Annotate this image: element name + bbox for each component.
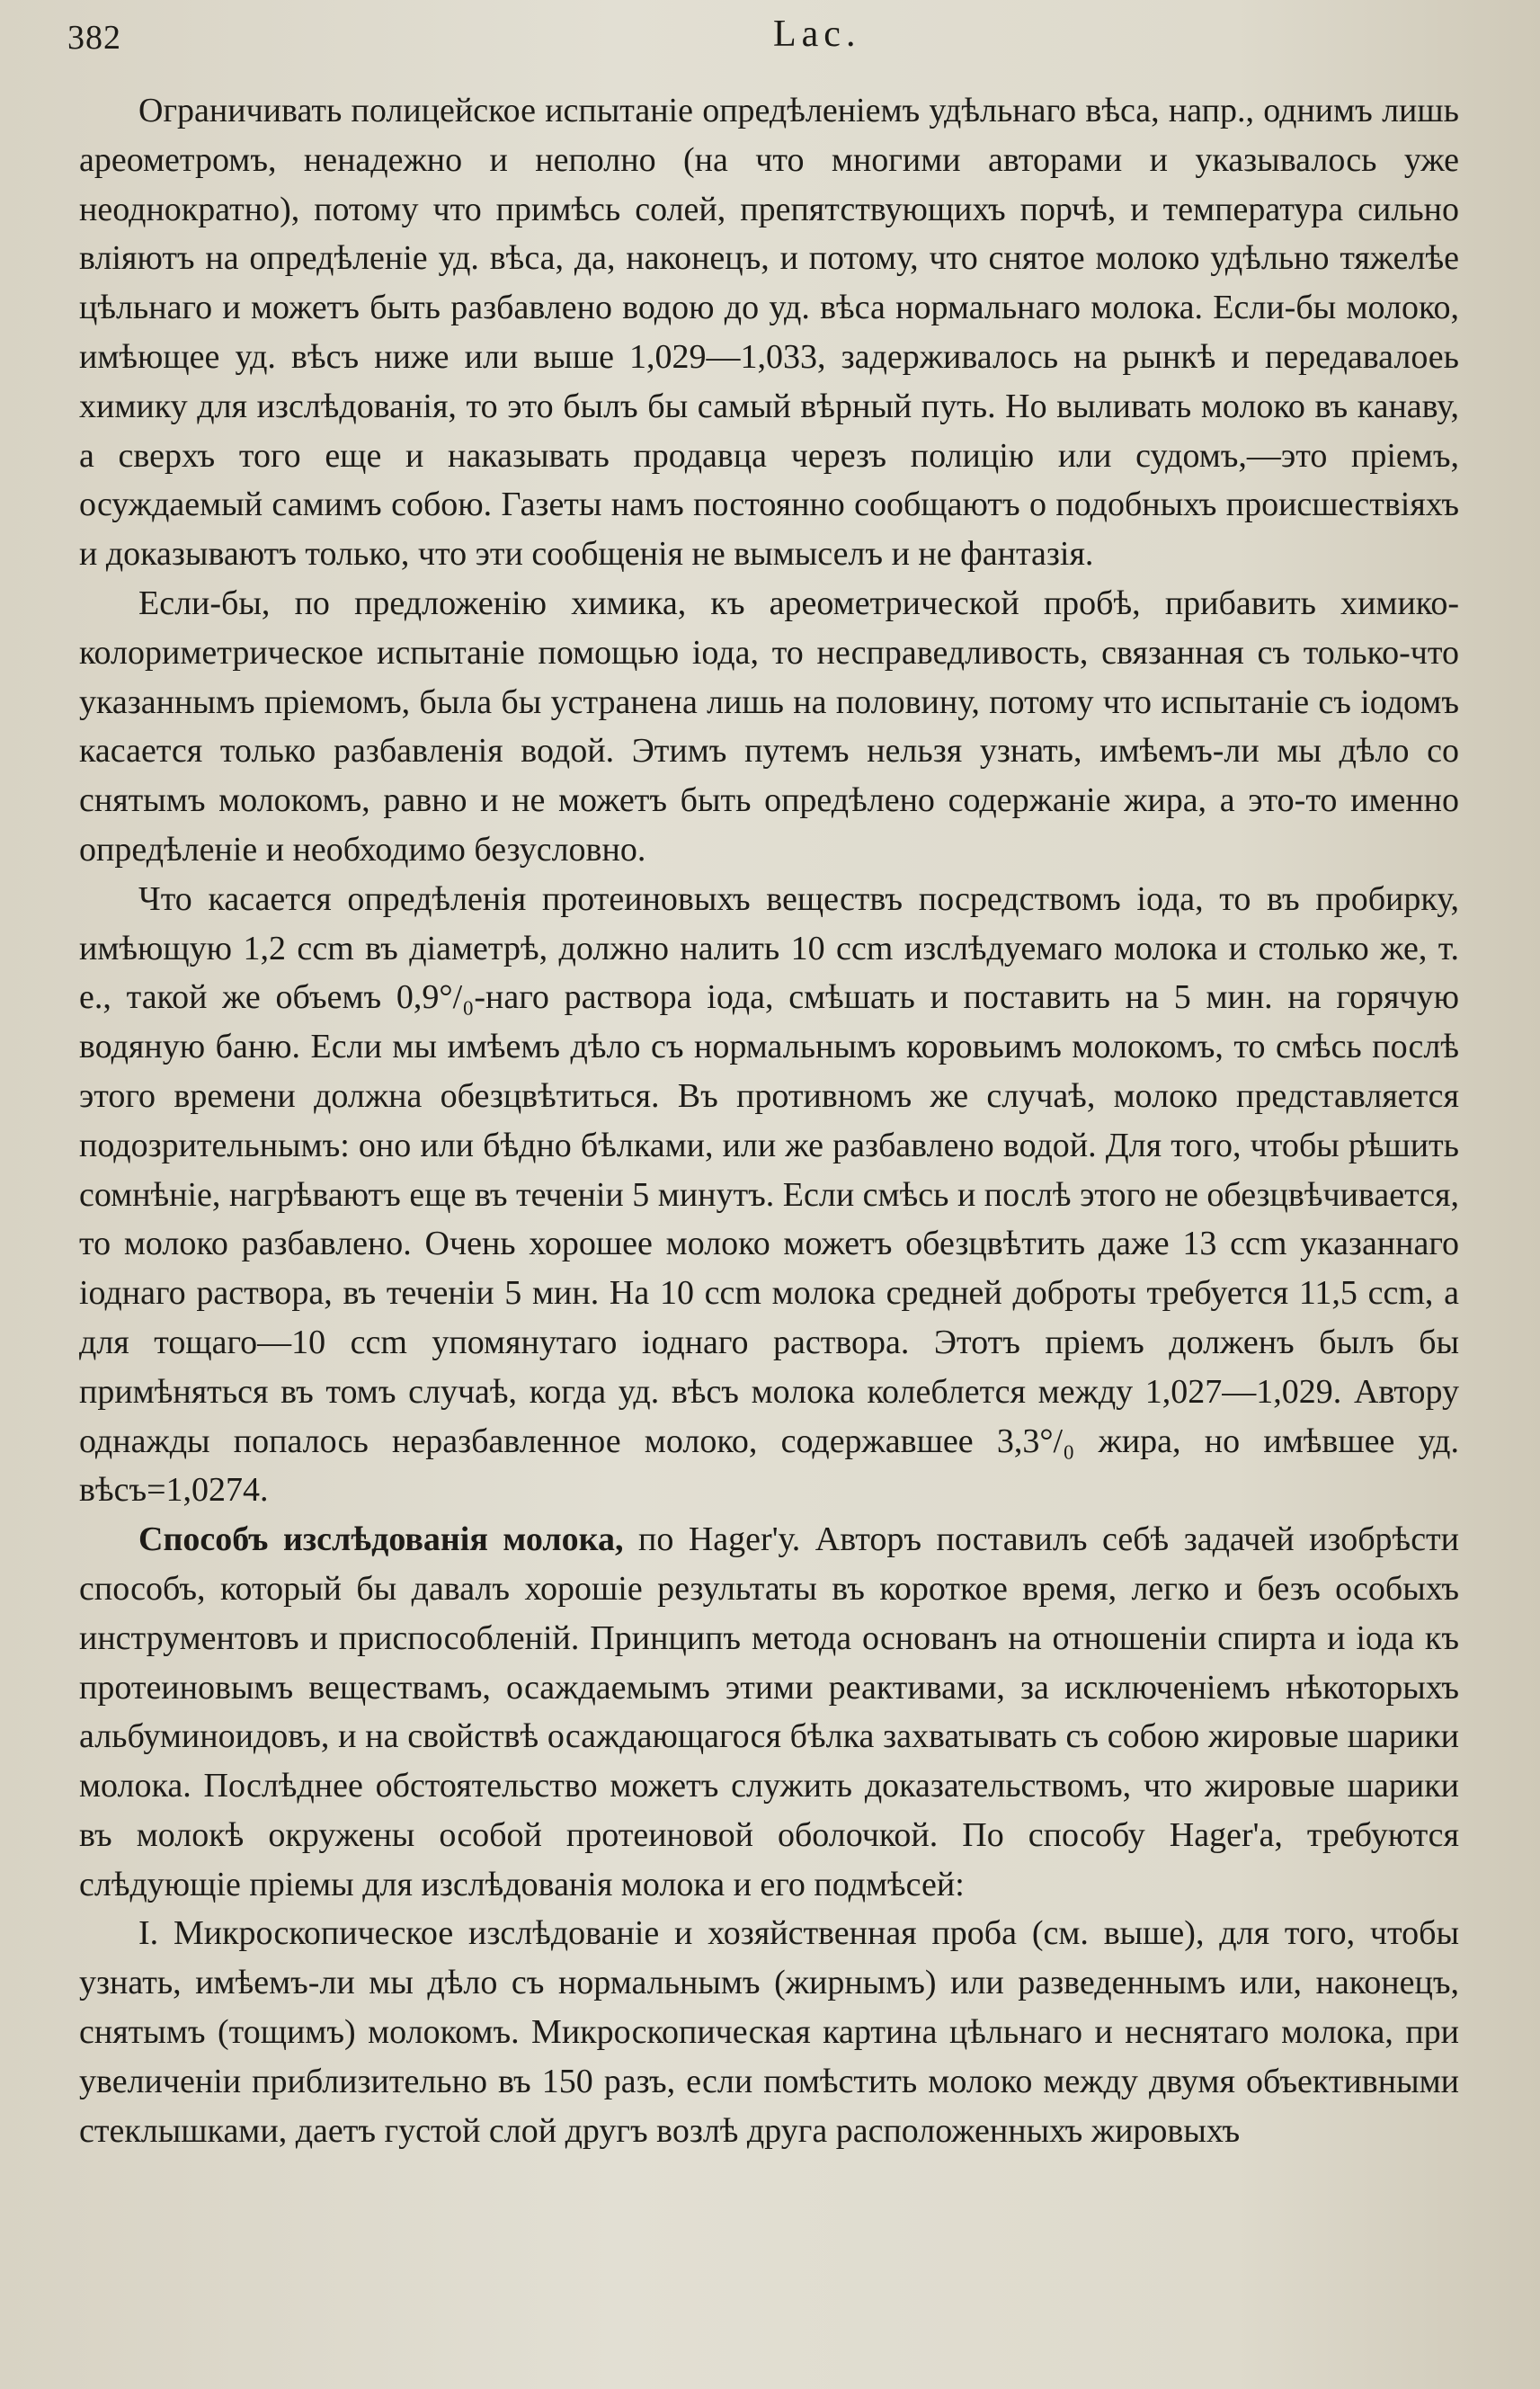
- paragraph-police-testing: Ограничивать полицейское испытаніе опредѣленіемъ удѣльнаго вѣса, напр., однимъ лишь ареометромъ, ненадежно и неполно (на что многими авторами и указывалось уже неоднократно), потому что примѣсь солей, препятствующихъ порчѣ, и температура сильно вліяютъ на опредѣленіе уд. вѣса, да, наконецъ, и потому, что снятое молоко удѣльно тяжелѣе цѣльнаго и можетъ быть разбавлено водою до уд. вѣса нормальнаго молока. Если-бы молоко, имѣющее уд. вѣсъ ниже или выше 1,029—1,033, задерживалось на рынкѣ и передавалоеь химику для изслѣдованія, то это былъ бы самый вѣрный путь. Но выливать молоко въ канаву, а сверхъ того еще и наказывать продавца черезъ полицію или судомъ,—это пріемъ, осуждаемый самимъ собою. Газеты намъ постоянно сообщаютъ о подобныхъ происшествіяхъ и доказываютъ только, что эти сообщенія не вымыселъ и не фантазія.: [79, 92, 1459, 574]
- running-head: [67, 9, 1468, 63]
- paragraph-hager-method-text: по Hager'у. Авторъ поставилъ себѣ задачей изобрѣсти способъ, который бы давалъ хорошіе результаты въ короткое время, легко и безъ особыхъ инструментовъ и приспособленій. Принципъ метода основанъ на отношеніи спирта и іода къ протеиновымъ веществамъ, осаждаемымъ этими реактивами, за исключеніемъ нѣкоторыхъ альбуминоидовъ, и на свойствѣ осаждающагося бѣлка захватывать съ собою жировые шарики молока. Послѣднее обстоятельство можетъ служить доказательствомъ, что жировые шарики въ молокѣ окружены особой протеиновой оболочкой. По способу Hager'а, требуются слѣдующіе пріемы для изслѣдованія молока и его подмѣсей:: [79, 1520, 1459, 1903]
- paragraph-microscopic-examination: I. Микроскопическое изслѣдованіе и хозяйственная проба (см. выше), для того, чтобы узнать, имѣемъ-ли мы дѣло съ нормальнымъ (жирнымъ) или разведеннымъ или, наконецъ, снятымъ (тощимъ) молокомъ. Микроскопическая картина цѣльнаго и неснятаго молока, при увеличеніи приблизительно въ 150 разъ, если помѣстить молоко между двумя объективными стеклышками, даетъ густой слой другъ возлѣ друга расположенныхъ жировыхъ: [79, 1914, 1459, 2150]
- body-text: [79, 86, 1459, 2155]
- page-number: 382: [67, 19, 121, 57]
- section-heading: Способъ изслѣдованія молока,: [138, 1520, 624, 1559]
- paragraph-hager-method: [79, 1515, 1459, 1909]
- running-title: Lac.: [773, 13, 861, 55]
- paragraph-iodine-colorimetric: Если-бы, по предложенію химика, къ ареометрической пробѣ, прибавить химико-колориметрическое испытаніе помощью іода, то несправедливость, связанная съ только-что указаннымъ пріемомъ, была бы устранена лишь на половину, потому что испытаніе съ іодомъ касается только разбавленія водой. Этимъ путемъ нельзя узнать, имѣемъ-ли мы дѣло со снятымъ молокомъ, равно и не можетъ быть опредѣлено содержаніе жира, а это-то именно опредѣленіе и необходимо безусловно.: [79, 584, 1459, 869]
- paragraph-protein-determination: Что касается опредѣленія протеиновыхъ веществъ посредствомъ іода, то въ пробирку, имѣющую 1,2 ccm въ діаметрѣ, должно налить 10 ccm изслѣдуемаго молока и столько же, т. е., такой же объемъ 0,9°/₀-наго раствора іода, смѣшать и поставить на 5 мин. на горячую водяную баню. Если мы имѣемъ дѣло съ нормальнымъ коровьимъ молокомъ, то смѣсь послѣ этого времени должна обезцвѣтиться. Въ противномъ же случаѣ, молоко представляется подозрительнымъ: оно или бѣдно бѣлками, или же разбавлено водой. Для того, чтобы рѣшить сомнѣніе, нагрѣваютъ еще въ теченіи 5 минутъ. Если смѣсь и послѣ этого не обезцвѣчивается, то молоко разбавлено. Очень хорошее молоко можетъ обезцвѣтить даже 13 ccm указаннаго іоднаго раствора, въ теченіи 5 мин. На 10 ccm молока средней доброты требуется 11,5 ccm, а для тощаго—10 ccm упомянутаго іоднаго раствора. Этотъ пріемъ долженъ былъ бы примѣняться въ томъ случаѣ, когда уд. вѣсъ молока колеблется между 1,027—1,029. Автору однажды попалось неразбавленное молоко, содержавшее 3,3°/₀ жира, но имѣвшее уд. вѣсъ=1,0274.: [79, 879, 1459, 1510]
